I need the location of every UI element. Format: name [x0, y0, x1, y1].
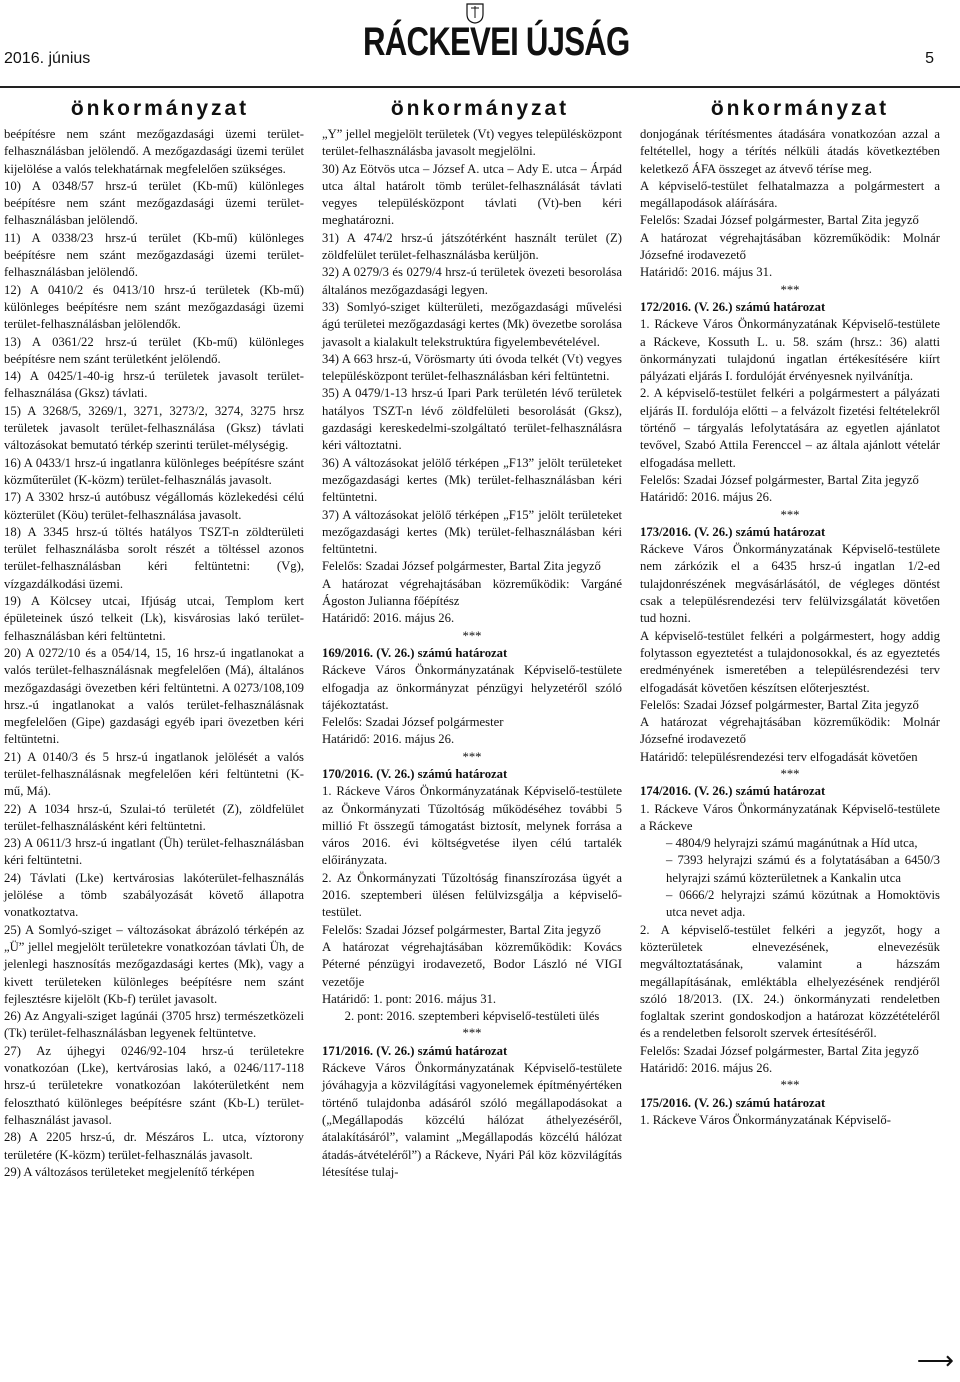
- paragraph: 35) A 0479/1-13 hrsz-ú Ipari Park területén lévő területek hatályos TSZT-n lévő zöldfelületi besorolását (Gksz), gazdasági kereskedelmi-szolgáltató terület-felhasználásra kéri változtatni.: [322, 386, 622, 453]
- section-headers: [0, 92, 960, 126]
- paragraph: Felelős: Szadai József polgármester: [322, 715, 504, 730]
- paragraph: 12) A 0410/2 és 0413/10 hrsz-ú területek (Kb-mű) különleges beépítésre nem szánt mezőgazdasági üzemi terület-felhasználásban jelölendők.: [4, 282, 304, 332]
- paragraph: 29) A változásos területeket megjelenítő térképen: [4, 1164, 255, 1179]
- page-number: 5: [925, 50, 934, 67]
- paragraph: – 4804/9 helyrajzi számú magánútnak a Híd utca,: [666, 836, 918, 851]
- resolution-heading: 170/2016. (V. 26.) számú határozat: [322, 766, 508, 781]
- paragraph: 25) A Somlyó-sziget – változásokat ábrázoló térképén az „Ü” jellel megjelölt területekre vonatkozóan távlati Üh, de jelenlegi hasznosítás mezőgazdasági kertes (Mk), vagy a kivett területeken különleges beépítésre nem szánt fejlesztésre kijelölt (Kb-f) terület javasolt.: [4, 922, 304, 1006]
- separator: ***: [780, 1078, 800, 1093]
- paragraph: 17) A 3302 hrsz-ú autóbusz végállomás közlekedési célú közterület (Köu) terület-felhasználása javasolt.: [4, 490, 304, 522]
- separator: ***: [780, 282, 800, 297]
- paragraph: 19) A Kölcsey utcai, Ifjúság utcai, Templom kert épületeinek úszó telkeit (Lk), kisvárosias lakó terület-felhasználásban kéri feltüntetni.: [4, 594, 304, 643]
- column-1: [4, 126, 304, 1181]
- paragraph: 1. Ráckeve Város Önkormányzatának Képviselő-testülete a Ráckeve, Kossuth L. u. 58. szám (hrsz.: 36) alatti önkormányzati tulajdonú ingatlan értékesítésére kiírt pályázati eljárás I. fordulóját érvényesnek nyilvánítja.: [640, 317, 940, 384]
- paragraph: Felelős: Szadai József polgármester, Bartal Zita jegyző: [322, 559, 601, 574]
- paragraph: 28) A 2205 hrsz-ú, dr. Mészáros L. utca, víztorony területére (K-közm) terület-felhasználás javasolt.: [4, 1130, 304, 1162]
- paragraph: 36) A változásokat jelölő térképen „F13” jelölt területeket mezőgazdasági kertes (Mk) terület-felhasználásban kéri feltüntetni.: [322, 455, 622, 505]
- paragraph: 14) A 0425/1-40-ig hrsz-ú területek javasolt terület-felhasználása (Gksz) távlati.: [4, 369, 304, 401]
- paragraph: 1. Ráckeve Város Önkormányzatának Képviselő-testülete a Ráckeve: [640, 801, 940, 833]
- paragraph: „Y” jellel megjelölt területek (Vt) vegyes településközpont terület-felhasználásba javasolt megjelölni.: [322, 127, 622, 159]
- paragraph: Felelős: Szadai József polgármester, Bartal Zita jegyző: [640, 213, 919, 228]
- resolution-heading: 172/2016. (V. 26.) számú határozat: [640, 299, 826, 314]
- paragraph: beépítésre nem szánt mezőgazdasági üzemi terület-felhasználásban jelölendő. A mezőgazdasági üzemi terület kijelölése a valós telekhatárnak megfelelően szükséges.: [4, 127, 304, 176]
- header-rule: [0, 86, 960, 88]
- paragraph: A határozat végrehajtásában közreműködik: Molnár Józsefné irodavezető: [640, 230, 940, 263]
- paragraph: 33) Somlyó-sziget külterületi, mezőgazdasági művelési ágú területei mezőgazdasági kertes (Mk) övezetbe sorolása javasolt a kialakult telekstruktúra figyelembevételével.: [322, 299, 622, 349]
- paragraph: 1. Ráckeve Város Önkormányzatának Képviselő-: [640, 1112, 891, 1127]
- paragraph: 10) A 0348/57 hrsz-ú terület (Kb-mű) különleges beépítésre nem szánt mezőgazdasági üzemi terület-felhasználásban jelölendő.: [4, 178, 304, 228]
- paragraph: 2. A képviselő-testület felkéri a polgármestert a pályázati eljárás II. fordulója előtti – a felvázolt fizetési feltételekről történő – tárgyalás lefolytatására az egyetlen ajánlatot tevővel, Szabó Attila Ferenccel – az általa ajánlott vételár elfogadása mellett.: [640, 386, 940, 470]
- newspaper-title: RÁCKEVEI ÚJSÁG: [363, 20, 630, 64]
- paragraph: Határidő: 2016. május 26.: [322, 611, 455, 626]
- paragraph: Ráckeve Város Önkormányzatának Képviselő-testülete jóváhagyja a közvilágítási vagyonelemek építményértéken történő tulajdonba adásáról szóló megállapodásokat a („Megállapodás közcélú hálózat áthelyezéséről, átalakításáról”, valamint „Megállapodás közcélú hálózat átadás-átvételéről”) a Ráckeve, Nyári Pál köz közvilágítás létesítése tulaj-: [322, 1061, 622, 1179]
- paragraph: 2. Az Önkormányzati Tűzoltóság finanszírozása ügyét a 2016. szeptemberi ülésen felülvizsgálja a képviselő-testület.: [322, 870, 622, 920]
- paragraph: A határozat végrehajtásában közreműködik: Vargáné Ágoston Julianna főépítész: [322, 576, 622, 609]
- paragraph: 30) Az Eötvös utca – József A. utca – Ady E. utca – Árpád utca által határolt tömb terület-felhasználását távlati vegyes településközpont távlati (Vt)-ben kéri meghatározni.: [322, 161, 622, 228]
- resolution-heading: 173/2016. (V. 26.) számú határozat: [640, 524, 826, 539]
- resolution-heading: 174/2016. (V. 26.) számú határozat: [640, 784, 826, 799]
- section-title: önkormányzat: [710, 97, 890, 120]
- paragraph: Felelős: Szadai József polgármester, Bartal Zita jegyző: [322, 922, 601, 937]
- article-columns: [0, 126, 960, 1181]
- page-header: [0, 0, 960, 92]
- separator: ***: [780, 507, 800, 522]
- paragraph: 23) A 0611/3 hrsz-ú ingatlant (Üh) terület-felhasználásban kéri feltüntetni.: [4, 836, 304, 868]
- paragraph: Határidő: 1. pont: 2016. május 31.: [322, 991, 497, 1006]
- paragraph: 24) Távlati (Lke) kertvárosias lakóterület-felhasználás jelölése a tömb szabályozását követő állapotra vonatkoztatva.: [4, 870, 304, 920]
- paragraph: 18) A 3345 hrsz-ú töltés hatályos TSZT-n zöldterületi terület felhasználásba sorolt részét a töltéssel azonos terület-felhasználásban kéri feltüntetni: (Vg), vízgazdálkodási üzemi.: [4, 524, 304, 591]
- paragraph: Határidő: 2016. május 26.: [640, 1061, 773, 1076]
- paragraph: Felelős: Szadai József polgármester, Bartal Zita jegyző: [640, 472, 919, 487]
- paragraph: 15) A 3268/5, 3269/1, 3271, 3273/2, 3274, 3275 hrsz területek javasolt terület-felhasználása (Gksz) távlati változásokat bemutató térkép szerinti terület-mélységig.: [4, 403, 304, 453]
- paragraph: Felelős: Szadai József polgármester, Bartal Zita jegyző: [640, 697, 919, 712]
- paragraph: 34) A 663 hrsz-ú, Vörösmarty úti óvoda telkét (Vt) vegyes településközpont terület-felhasználásban kéri feltüntetni.: [322, 351, 622, 384]
- paragraph: Ráckeve Város Önkormányzatának Képviselő-testülete nem zárkózik el a 6435 hrsz-ú ingatlan 1/2-ed tulajdonrészének megvásárlásától, de végleges döntést csak a településrendezési terv felülvizsgálatát követően tud hozni.: [640, 542, 940, 626]
- separator: ***: [462, 628, 482, 643]
- paragraph: 22) A 1034 hrsz-ú, Szulai-tó területét (Z), zöldfelület terület-felhasználásként kéri feltüntetni.: [4, 801, 304, 833]
- paragraph: Felelős: Szadai József polgármester, Bartal Zita jegyző: [640, 1043, 919, 1058]
- paragraph: – 0666/2 helyrajzi számú közútnak a Homoktövis utca nevet adja.: [666, 888, 940, 920]
- paragraph: Határidő: 2016. május 26.: [640, 490, 773, 505]
- paragraph: 20) A 0272/10 és a 054/14, 15, 16 hrsz-ú ingatlanokat a valós terület-felhasználásnak megfelelően (Má), általános mezőgazdasági övezetben kéri feltüntetni. A 0273/108,109 hrsz.-ú ingatlanokat a valós terület-felhasználásnak megfelelően (Gipe) gazdasági egyéb ipari övezetben kéri feltüntetni.: [4, 645, 304, 747]
- column-2: [322, 126, 622, 1181]
- paragraph: A határozat végrehajtásában közreműködik: Molnár Józsefné irodavezető: [640, 715, 940, 747]
- paragraph: Határidő: 2016. május 31.: [640, 265, 773, 280]
- paragraph: A képviselő-testület felkéri a polgármestert, hogy addig folytasson egyeztetést a tulajdonosokkal, és az egyeztetés eredményének ismeretében a településrendezési terv elfogadását követően készítsen előterjesztést.: [640, 628, 940, 695]
- separator: ***: [780, 766, 800, 781]
- paragraph: 26) Az Angyali-sziget lagúnái (3705 hrsz) természetközeli (Tk) terület-felhasználásban legyenek feltüntetve.: [4, 1009, 304, 1041]
- separator: ***: [462, 749, 482, 764]
- paragraph: 32) A 0279/3 és 0279/4 hrsz-ú területek övezeti besorolása általános mezőgazdasági legyen.: [322, 265, 622, 297]
- paragraph: 2. pont: 2016. szeptemberi képviselő-testületi ülés: [344, 1009, 600, 1024]
- paragraph: 2. A képviselő-testület felkéri a jegyzőt, hogy a közterületek elnevezésének, elnevezésük megváltoztatásának, valamint a házszám megállapításának, emléktábla elhelyezésének rendjéről szóló 18/2013. (IX. 24.) önkormányzati rendeletben foglaltak szerint gondoskodjon a határozat közzétételéről és a rendeletben felsorolt szervek értesítéséről.: [640, 922, 940, 1041]
- column-3: [640, 126, 940, 1181]
- paragraph: 16) A 0433/1 hrsz-ú ingatlanra különleges beépítésre szánt közműterület (K-közm) terület-felhasználás javasolt.: [4, 455, 304, 487]
- paragraph: – 7393 helyrajzi számú és a folytatásában a 6450/3 helyrajzi számú közterületnek a Kankalin utca: [666, 853, 940, 885]
- paragraph: Határidő: 2016. május 26.: [322, 732, 455, 747]
- issue-date: 2016. június: [4, 50, 91, 67]
- paragraph: Ráckeve Város Önkormányzatának Képviselő-testülete elfogadja az önkormányzat pénzügyi helyzetéről szóló tájékoztatást.: [322, 663, 622, 712]
- paragraph: 21) A 0140/3 és 5 hrsz-ú ingatlanok jelölését a valós terület-felhasználásnak megfelelően kéri feltüntetni (K-mű, Má).: [4, 749, 304, 799]
- paragraph: A képviselő-testület felhatalmazza a polgármestert a megállapodások aláírására.: [640, 178, 940, 211]
- resolution-heading: 175/2016. (V. 26.) számú határozat: [640, 1095, 826, 1110]
- section-title: önkormányzat: [390, 97, 570, 120]
- paragraph: A határozat végrehajtásában közreműködik: Kovács Péterné pénzügyi irodavezető, Bodor László né VIGI vezetője: [322, 939, 622, 989]
- separator: ***: [462, 1026, 482, 1041]
- paragraph: Határidő: településrendezési terv elfogadását követően: [640, 749, 918, 764]
- paragraph: 31) A 474/2 hrsz-ú játszótérként használt terület (Z) zöldfelület terület-felhasználásba kerüljön.: [322, 230, 622, 263]
- paragraph: 11) A 0338/23 hrsz-ú terület (Kb-mű) különleges beépítésre nem szánt mezőgazdasági üzemi terület-felhasználásban jelölendő.: [4, 230, 304, 280]
- section-title: önkormányzat: [70, 97, 250, 120]
- continue-arrow-icon: ⟶: [916, 1346, 954, 1375]
- resolution-heading: 171/2016. (V. 26.) számú határozat: [322, 1043, 508, 1058]
- paragraph: donjogának térítésmentes átadására vonatkozóan azzal a feltétellel, hogy a térítés nélküli átadás következtében keletkező ÁFA összeget az átvevő téríse meg.: [640, 127, 940, 176]
- paragraph: 27) Az újhegyi 0246/92-104 hrsz-ú területekre vonatkozóan (Lke), kertvárosias lakó, a 0246/117-118 hrsz-ú területekre vonatkozóan lakóterületként nem felosztható különleges beépítésre szánt (Kb-L) terület-felhasználást javasol.: [4, 1043, 304, 1127]
- paragraph: 1. Ráckeve Város Önkormányzatának Képviselő-testülete az Önkormányzati Tűzoltóság működéséhez további 5 millió Ft összegű támogatást biztosít, melynek forrása a város 2016. évi költségvetése ilyen célú tartalék előirányzata.: [322, 784, 622, 868]
- paragraph: 13) A 0361/22 hrsz-ú terület (Kb-mű) különleges beépítésre nem szánt területként jelölendő.: [4, 334, 304, 366]
- paragraph: 37) A változásokat jelölő térképen „F15” jelölt területeket mezőgazdasági kertes (Mk) terület-felhasználásban kéri feltüntetni.: [322, 507, 622, 557]
- resolution-heading: 169/2016. (V. 26.) számú határozat: [322, 645, 508, 660]
